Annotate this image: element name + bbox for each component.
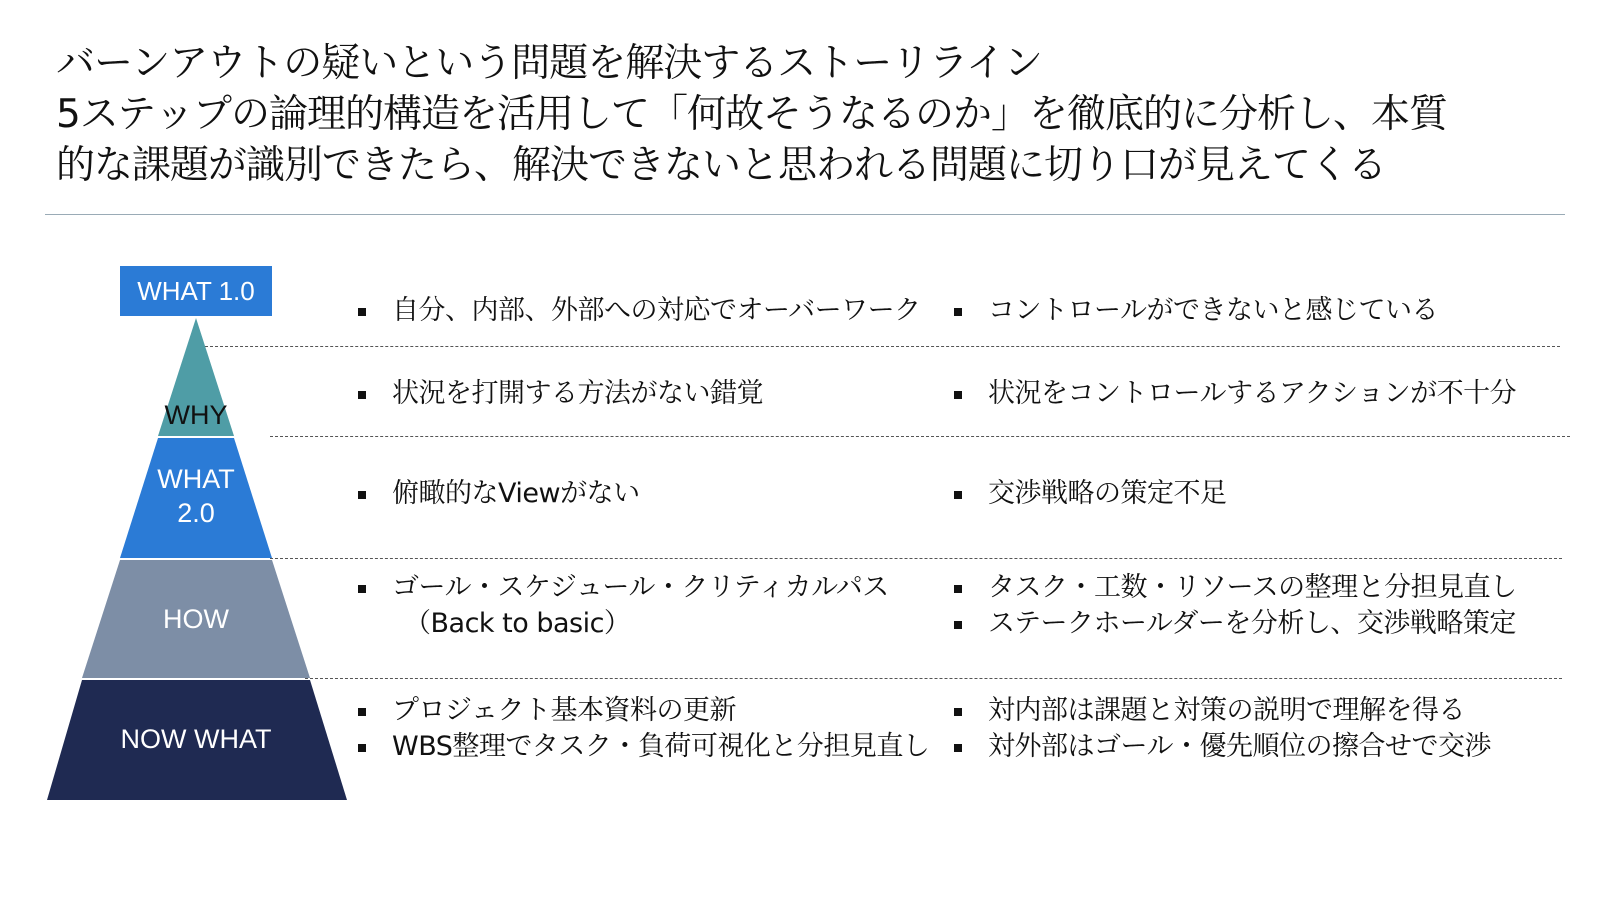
list-item: WBS整理でタスク・負荷可視化と分担見直し [356,729,929,765]
why-left-list [356,376,763,412]
nowwhat-right-list [952,693,1491,765]
list-item: プロジェクト基本資料の更新 [356,693,929,729]
list-item: 状況を打開する方法がない錯覚 [356,376,763,412]
what1-right-list [952,293,1438,329]
why-label: WHY [164,400,228,430]
list-item: 対外部はゴール・優先順位の擦合せで交渉 [952,729,1491,765]
what2-right-list [952,476,1227,512]
how-left-list [356,570,889,642]
list-item: 俯瞰的なViewがない [356,476,640,512]
title-line-3: 的な課題が識別できたら、解決できないと思われる問題に切り口が見えてくる [56,143,1387,188]
how-right-list [952,570,1517,642]
how-left-sub: （Back to basic） [404,608,631,639]
nowwhat-left-list [356,693,929,765]
what1-left-list [356,293,921,329]
why-right-list [952,376,1516,412]
list-item: コントロールができないと感じている [952,293,1438,329]
what2-label [136,462,256,530]
what2-label-line2: 2.0 [177,498,215,528]
title-line-1: バーンアウトの疑いという問題を解決するストーリライン [56,41,1043,86]
title-line-2: 5ステップの論理的構造を活用して「何故そうなるのか」を徹底的に分析し、本質 [56,92,1448,137]
what2-left-list [356,476,640,512]
list-item [356,570,889,642]
list-item: ステークホールダーを分析し、交渉戦略策定 [952,606,1517,642]
row-divider-2 [270,436,1570,437]
list-item: 対内部は課題と対策の説明で理解を得る [952,693,1491,729]
how-left-main: ゴール・スケジュール・クリティカルパス [392,572,889,603]
row-divider-3 [270,558,1562,559]
list-item: 自分、内部、外部への対応でオーバーワーク [356,293,921,329]
list-item: 状況をコントロールするアクションが不十分 [952,376,1516,412]
how-label: HOW [163,604,229,634]
what1-label: WHAT 1.0 [120,266,272,316]
list-item: タスク・工数・リソースの整理と分担見直し [952,570,1517,606]
what2-label-line1: WHAT [157,464,235,494]
list-item: 交渉戦略の策定不足 [952,476,1227,512]
row-divider-1 [205,346,1560,347]
row-divider-4 [305,678,1562,679]
nowwhat-label: NOW WHAT [120,724,272,754]
